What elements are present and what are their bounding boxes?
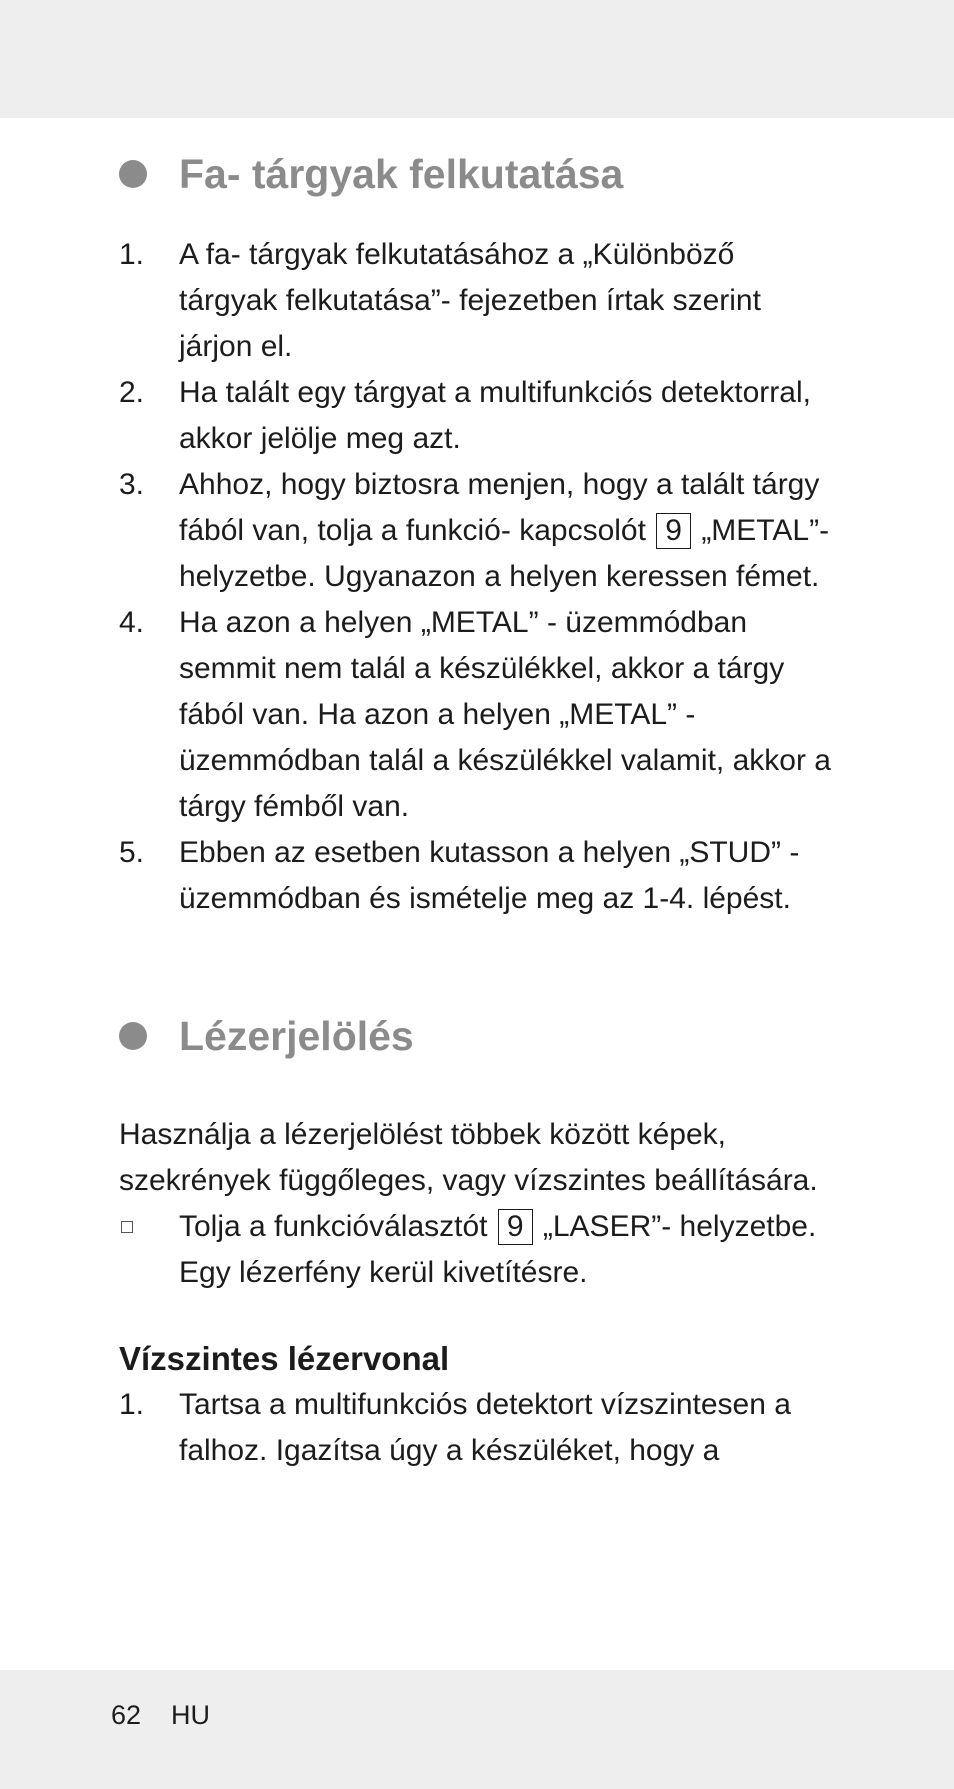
step-number: 2.	[119, 376, 145, 409]
page-content	[119, 140, 839, 1474]
section-bullet-icon	[119, 160, 147, 188]
step-number: 3.	[119, 468, 145, 501]
step-text: „METAL”- helyzetbe. Ugyanazon a helyen keressen fémet.	[179, 514, 830, 593]
step-text: Ha talált egy tárgyat a multifunkciós detektorral, akkor jelölje meg azt.	[179, 376, 811, 455]
section-heading-laser	[119, 1002, 839, 1070]
square-bullet-icon	[121, 1221, 133, 1233]
list-item	[119, 462, 839, 600]
page-footer	[111, 1700, 210, 1731]
subsection-title: Vízszintes lézervonal	[119, 1340, 450, 1377]
step-number: 4.	[119, 606, 145, 639]
step-text: Ha azon a helyen „METAL” - üzemmódban semmit nem talál a készülékkel, akkor a tárgy fából van. Ha azon a helyen „METAL” - üzemmódban talál a készülékkel valamit, akkor a tárgy fémből van.	[179, 606, 831, 823]
action-text: Tolja a funkcióválasztót	[179, 1210, 488, 1243]
section-title: Fa- tárgyak felkutatása	[179, 151, 624, 197]
step-number: 5.	[119, 836, 145, 869]
list-item	[119, 232, 839, 370]
part-reference-box: 9	[498, 1209, 533, 1245]
step-number: 1.	[119, 238, 145, 271]
step-text: A fa- tárgyak felkutatásához a „Különböző tárgyak felkutatása”- fejezetben írtak szerint járjon el.	[179, 238, 761, 363]
step-text: Ebben az esetben kutasson a helyen „STUD” - üzemmódban és ismételje meg az 1-4. lépést.	[179, 836, 800, 915]
horizontal-laser-steps-list	[119, 1382, 839, 1474]
language-code: HU	[171, 1700, 211, 1730]
wood-steps-list	[119, 232, 839, 922]
action-text: „LASER”- helyzetbe. Egy lézerfény kerül kivetítésre.	[179, 1210, 817, 1289]
header-band	[0, 0, 954, 118]
part-reference-box: 9	[656, 513, 691, 549]
section-title: Lézerjelölés	[179, 1013, 414, 1059]
list-item	[119, 370, 839, 462]
page-number: 62	[111, 1700, 142, 1730]
list-item	[119, 600, 839, 830]
section-heading-wood	[119, 140, 839, 208]
action-item	[119, 1204, 839, 1296]
laser-intro-text: Használja a lézerjelölést többek között képek, szekrények függőleges, vagy vízszintes beállítására.	[119, 1118, 818, 1197]
section-bullet-icon	[119, 1022, 147, 1050]
list-item	[119, 830, 839, 922]
list-item	[119, 1382, 839, 1474]
step-number: 1.	[119, 1388, 145, 1421]
step-text: Ahhoz, hogy biztosra menjen, hogy a talált tárgy fából van, tolja a funkció- kapcsolót	[179, 468, 820, 547]
step-text: Tartsa a multifunkciós detektort vízszintesen a falhoz. Igazítsa úgy a készüléket, hogy a	[179, 1388, 791, 1467]
